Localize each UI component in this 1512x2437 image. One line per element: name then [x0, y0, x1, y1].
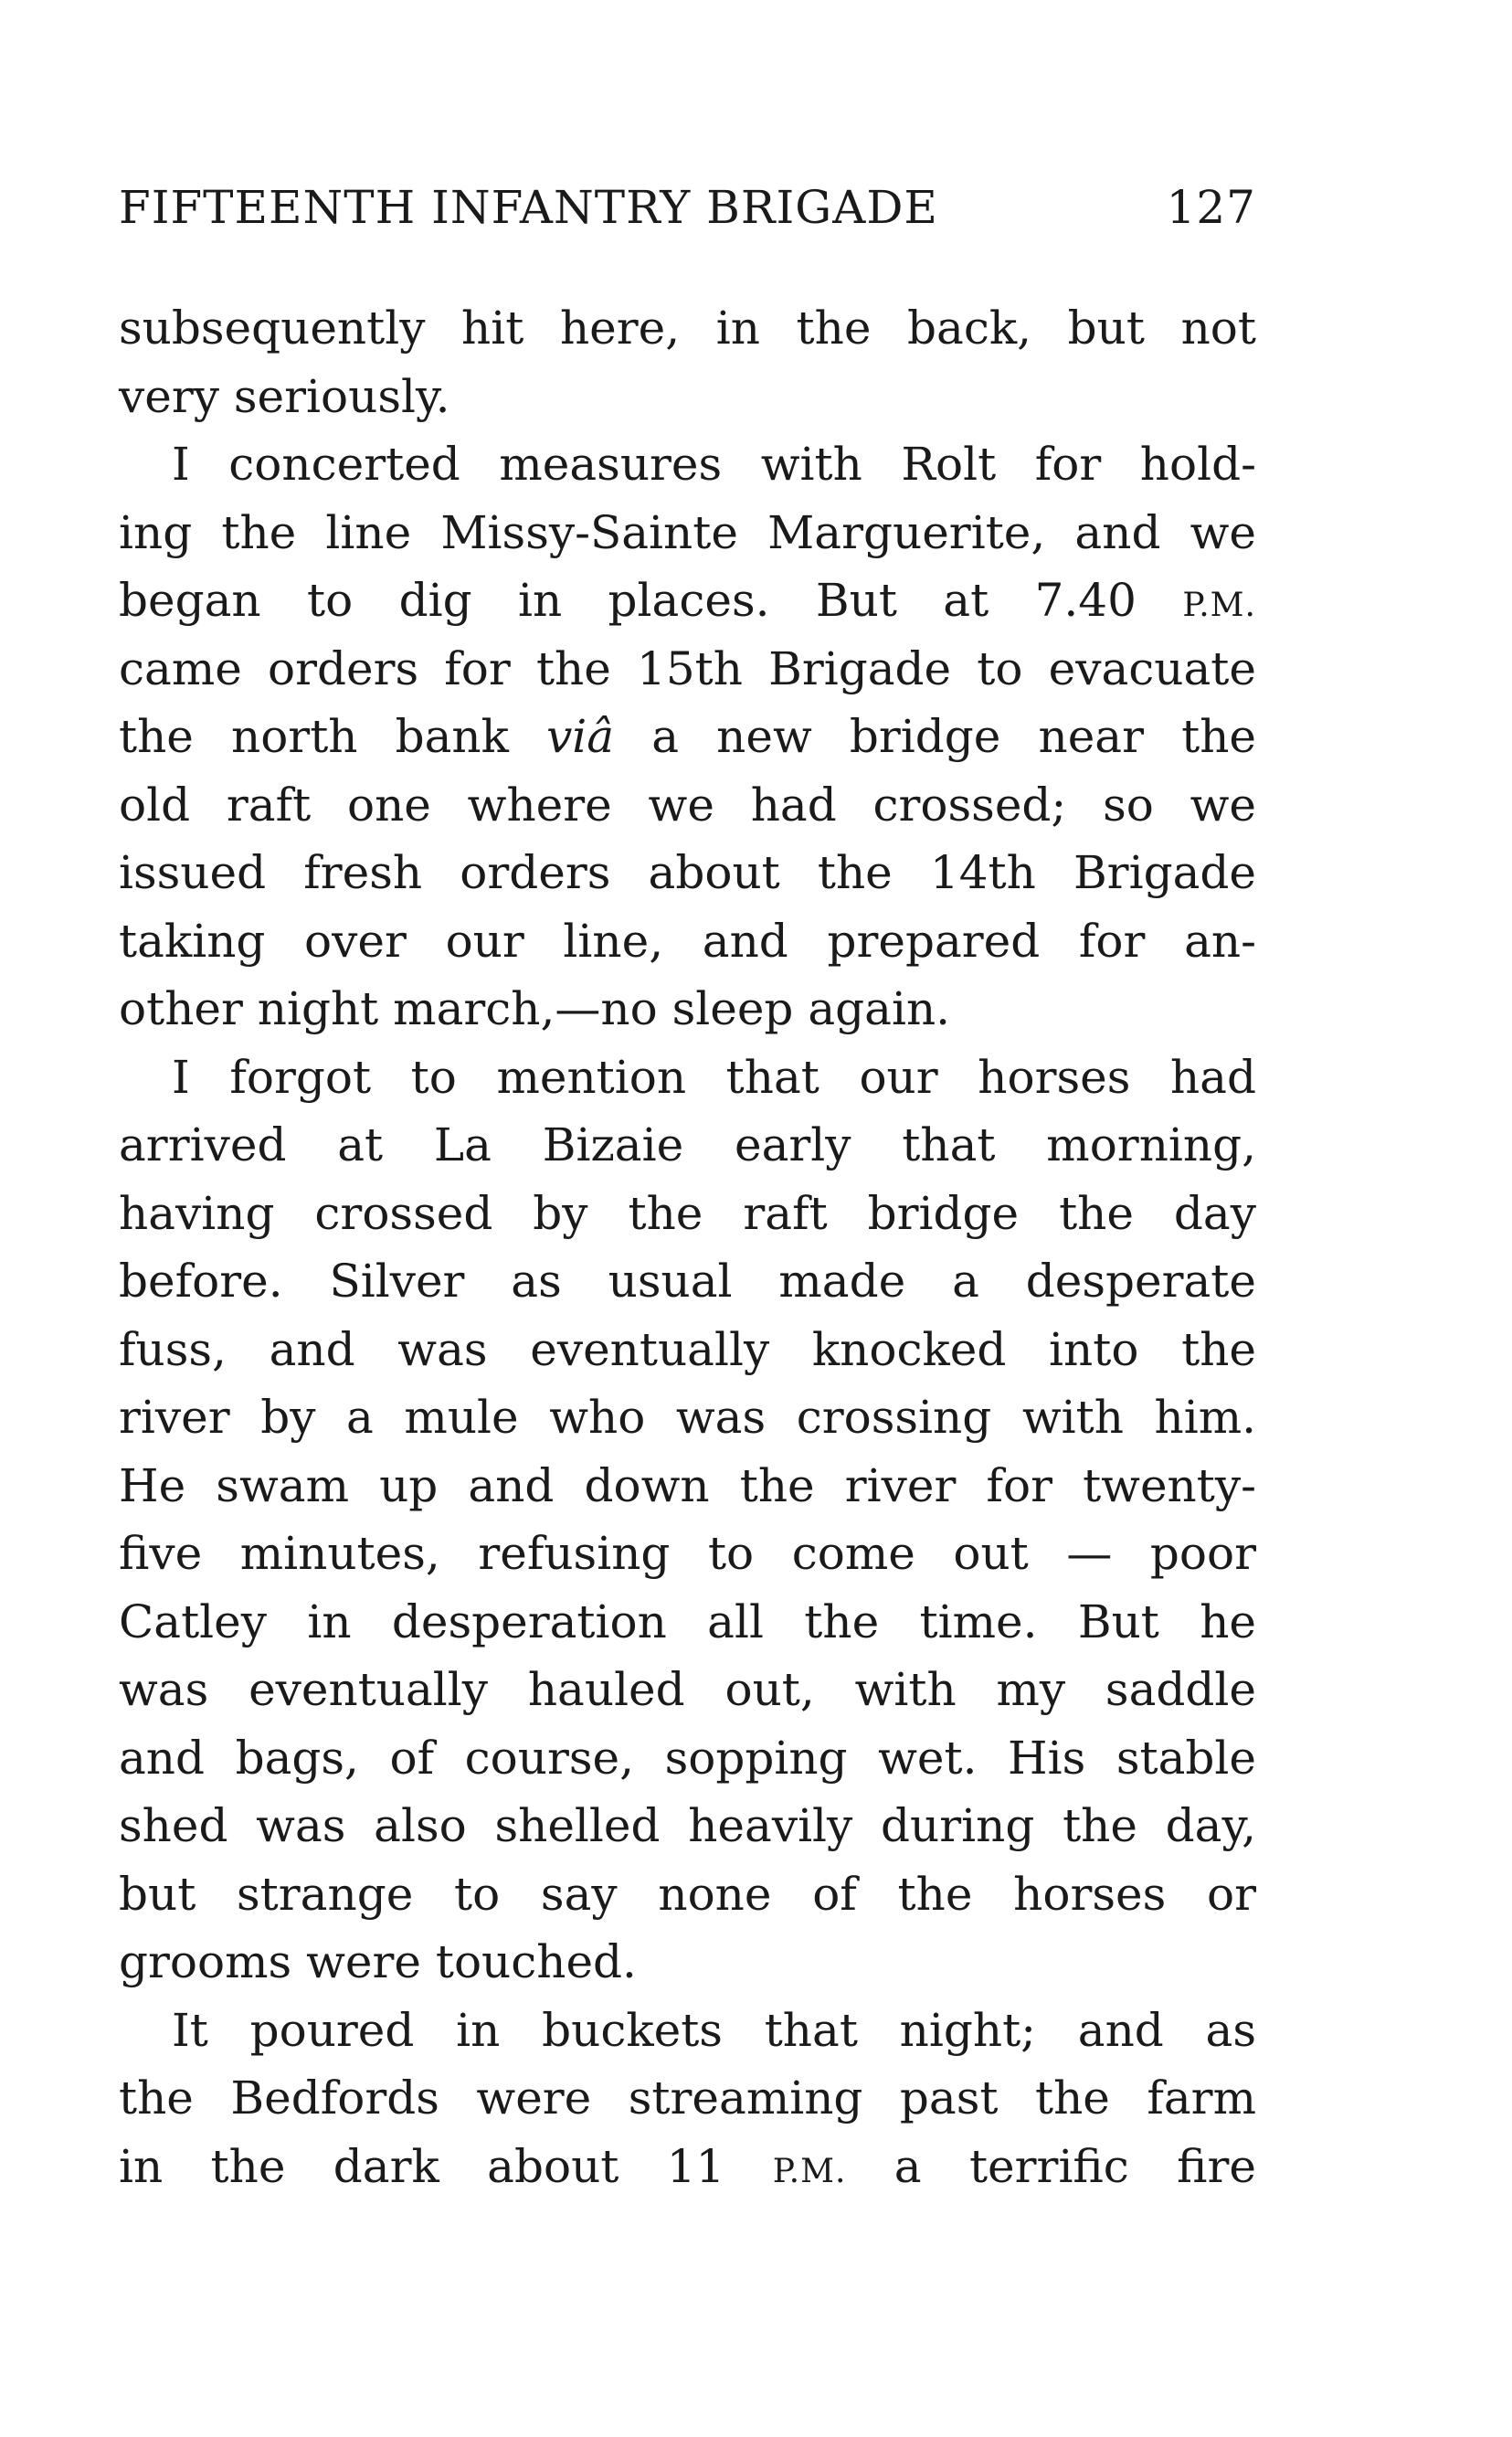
text-line-with-time: [119, 567, 1256, 635]
text-line: taking over our line, and prepared for an-: [119, 914, 1256, 968]
text-line: old raft one where we had crossed; so we: [119, 778, 1256, 832]
text-line: five minutes, refusing to come out — poor: [119, 1527, 1256, 1580]
text-line: and bags, of course, sopping wet. His stable: [119, 1731, 1256, 1785]
text-line: It poured in buckets that night; and as: [172, 2003, 1256, 2057]
text-line: having crossed by the raft bridge the day: [119, 1186, 1256, 1240]
running-head-title: FIFTEENTH INFANTRY BRIGADE: [119, 181, 938, 234]
text-segment: a terrific fire: [846, 2139, 1256, 2193]
text-segment: the north bank: [119, 710, 547, 763]
text-line: grooms were touched.: [119, 1935, 637, 1988]
text-line-with-time: [119, 2133, 1256, 2201]
text-line: issued fresh orders about the 14th Brigade: [119, 846, 1256, 899]
text-line: Catley in desperation all the time. But he: [119, 1595, 1256, 1648]
page-number: 127: [1166, 181, 1256, 234]
body-text: [119, 294, 1256, 2200]
text-segment: began to dig in places. But at 7.40: [119, 574, 1183, 627]
italic-via: viâ: [546, 710, 615, 763]
text-line: shed was also shelled heavily during the day,: [119, 1799, 1256, 1852]
small-caps-pm: P.M.: [772, 2152, 847, 2190]
text-line: was eventually hauled out, with my saddle: [119, 1663, 1256, 1716]
text-line: came orders for the 15th Brigade to evacuate: [119, 641, 1256, 695]
text-line: very seriously.: [119, 369, 450, 423]
text-line: fuss, and was eventually knocked into the: [119, 1322, 1256, 1376]
text-line: arrived at La Bizaie early that morning,: [119, 1118, 1256, 1171]
text-line: the Bedfords were streaming past the farm: [119, 2071, 1256, 2124]
text-line: I forgot to mention that our horses had: [172, 1050, 1256, 1104]
text-line: ing the line Missy-Sainte Marguerite, and we: [119, 505, 1256, 559]
text-line: I concerted measures with Rolt for hold-: [172, 438, 1256, 491]
text-line: other night march,—no sleep again.: [119, 982, 951, 1035]
text-line: river by a mule who was crossing with him.: [119, 1391, 1256, 1444]
text-line: He swam up and down the river for twenty-: [119, 1458, 1256, 1512]
small-caps-pm: P.M.: [1182, 587, 1256, 624]
text-line: but strange to say none of the horses or: [119, 1867, 1256, 1921]
text-segment: in the dark about 11: [119, 2139, 773, 2193]
text-line-with-italic: [119, 703, 1256, 771]
text-line: before. Silver as usual made a desperate: [119, 1255, 1256, 1308]
text-line: subsequently hit here, in the back, but not: [119, 302, 1256, 355]
text-segment: a new bridge near the: [614, 710, 1256, 763]
running-head: [119, 181, 1256, 245]
